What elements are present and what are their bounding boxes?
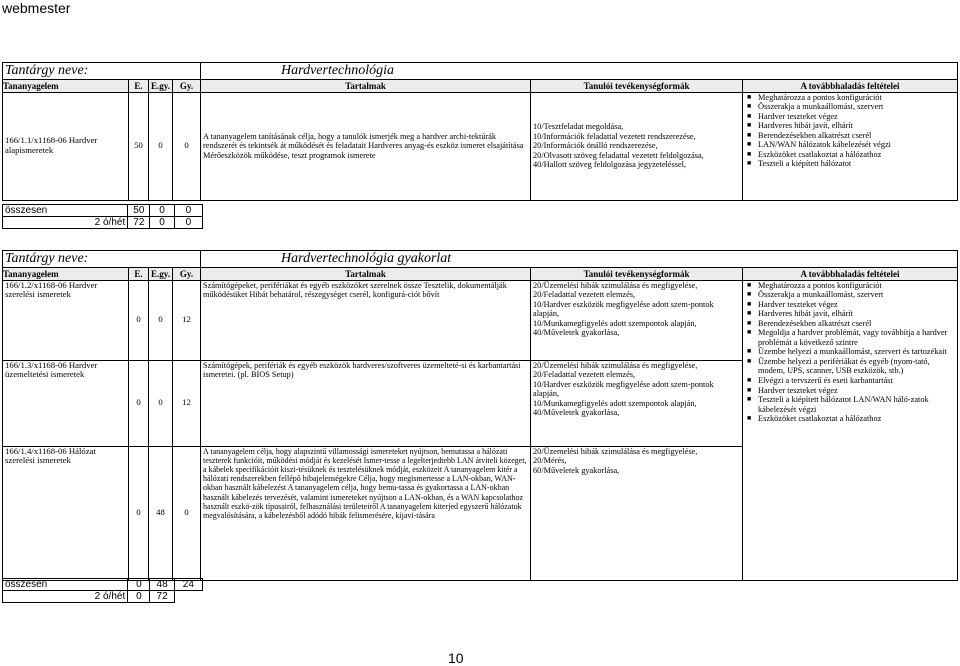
condition-item: ■ Hardver teszteket végez <box>758 386 955 396</box>
table-row: 166/1.4/x1168-06 Hálózat szerelési ismeretek 0 48 0 A tananyagelem célja, hogy alapszintű villamossági ismereteket nyújtson, bemutassa a hálózati teszterek funkcióit, működési módját és kezelését Ismer-tesse a legelterjedtebb LAN átviteli közeget, a kábelek specifikációit kiszi-tésüknek és tesztelésüknek módját, eszközeit A tananyagelem kitér a hálózati rendszerekben fellépő hibajelenségekre Célja, hogy megismertesse a LAN-okban, WAN-okban használt kábelezést A tananyagelem célja, hogy bemu-tassa és gyakortassa a LAN-okban használt kábelezés tervezését, valamint ismereteket nyújtson a LAN-okban, és a WAN kapcsolathoz használt eszkö-zök típusairól, felhasználási területeiről A tananyagelem kiterjed egyszerű hálózatok megvalósítására, a kábelezésből adódó hibák felismerésére, kijavi-tására 20/Üzemelési hibák szimulálása és megfigyelése, 20/Mérés, 60/Műveletek gyakorlása, <box>3 446 958 580</box>
condition-item: ■ Megoldja a hardver problémát, vagy továbbítja a hardver problémát a következő szintre <box>758 328 955 347</box>
condition-item: ■ Üzembe helyezi a perifériákat és egyéb (nyom-tató, modem, UPS, scanner, USB eszközök, stb.) <box>758 357 955 376</box>
condition-item: ■ Hardver teszteket végez <box>758 112 955 122</box>
subject2-totals: összesen 0 48 24 2 ó/hét 0 72 <box>2 578 203 603</box>
condition-item: ■ Teszteli a kiépített hálózatot LAN/WAN háló-zatok kábelezését végzi <box>758 395 955 414</box>
condition-item: ■ LAN/WAN hálózatok kábelezését végzi <box>758 140 955 150</box>
condition-item: ■ Eszközöket csatlakoztat a hálózathoz <box>758 150 955 160</box>
condition-item: ■ Összerakja a munkaállomást, szervert <box>758 102 955 112</box>
table-row: 166/1.3/x1168-06 Hardver üzemeltetési ismeretek 0 0 12 Számítógépek, perifériák és egyéb eszközök hardveres/szoftveres üzemelteté-si és karbantartási ismeretei. (pl. BIOS Setup) 20/Üzemelési hibák szimulálása és megfigyelése, 20/Feladattal vezetett elemzés, 10/Hardver eszközök megfigyelése adott szem-pontok alapján, 10/Munkamegfigyelés adott szempontok alapján, 40/Műveletek gyakorlása, <box>3 360 958 446</box>
conditions-list <box>745 93 955 169</box>
condition-item: ■ Teszteli a kiépített hálózatot <box>758 159 955 169</box>
subject1-totals: összesen 50 0 0 2 ó/hét 72 0 0 <box>2 204 203 229</box>
subject2-title: Hardvertechnológia gyakorlat <box>281 251 452 266</box>
condition-item: ■ Elvégzi a tervszerű és eseti karbantartást <box>758 376 955 386</box>
table-row: 166/1.1/x1168-06 Hardver alapismeretek 50 0 0 A tananyagelem tanításának célja, hogy a tanulók ismerjék meg a hardver archi-tektúrák rendszerét és tekintsék át működését és feladatait Hardveres anyag-és eszköz ismeret elsajátítása Mérőeszközök működése, teszt programok ismerete 10/Tesztfeladat megoldása, 10/Információk feladattal vezetett rendszerezése, 20/Információk önálló rendszerezése, 20/Olvasott szöveg feladattal vezetett feldolgozása, 40/Hallott szöveg feldolgozása jegyzeteléssel, ■ Meghatározza a pontos konfigurációt ■ Összerakja a munkaállomást, szervert ■ Hardver teszteket végez ■ Hardveres hibát javít, elhárít ■ Berendezésekben alkatrészt cserél ■ LAN/WAN hálózatok kábelezését végzi ■ Eszközöket csatlakoztat a hálózathoz ■ Teszteli a kiépített hálózatot <box>3 92 958 200</box>
condition-item: ■ Eszközöket csatlakoztat a hálózathoz <box>758 414 955 424</box>
subject2-table: Tantárgy neve: Hardvertechnológia gyakorlat Tananyagelem E. E.gy. Gy. Tartalmak Tanulói tevékenységformák A továbbhaladás feltételei 166/1.2/x1168-06 Hardver szerelési ismeretek 0 0 12 Számítógépeket, perifériákat és egyéb eszközöket szerelnek össze Tesztelik, dokumentálják működésüket Hibát behatárol, részegységet cserél, konfigurá-ciót bővít 20/Üzemelési hibák szimulálása és megfigyelése, 20/Feladattal vezetett elemzés, 10/Hardver eszközök megfigyelése adott szem-pontok alapján, 10/Munkamegfigyelés adott szempontok alapján, 40/Műveletek gyakorlása, ■ Meghatározza a pontos konfigurációt ■ Összerakja a munkaállomást, szervert ■ Hardver teszteket végez ■ Hardveres hibát javít, elhárít ■ Berendezésekben alkatrészt cserél ■ Megoldja a hardver problémát, vagy továbbítja a hardver problémát a következő szintre ■ Üzembe helyezi a munkaállomást, szervert és tartozékait ■ Üzembe helyezi a perifériákat és egyéb (nyom-tató, modem, UPS, scanner, USB eszközök, stb.) ■ Elvégzi a tervszerű és eseti karbantartást ■ Hardver teszteket végez ■ Teszteli a kiépített hálózatot LAN/WAN háló-zatok kábelezését végzi ■ Eszközöket csatlakoztat a hálózathoz 166/1.3/x1168-06 Hardver üzemeltetési ismeretek 0 0 12 Számítógépek, perifériák és egyéb eszközök hardveres/szoftveres üzemelteté-si és karbantartási ismeretei. (pl. BIOS Setup) 20/Üzemelési hibák szimulálása és megfigyelése, 20/Feladattal vezetett elemzés, 10/Hardver eszközök megfigyelése adott szem-pontok alapján, 10/Munkamegfigyelés adott szempontok alapján, 40/Műveletek gyakorlása, 166/1.4/x1168-06 Hálózat szerelési ismeretek 0 48 0 A tananyagelem célja, hogy alapszintű villamossági ismereteket nyújtson, bemutassa a hálózati teszterek funkcióit, működési módját és kezelését Ismer-tesse a legelterjedtebb LAN átviteli közeget, a kábelek specifikációit kiszi-tésüknek és tesztelésüknek módját, eszközeit A tananyagelem kitér a hálózati rendszerekben fellépő hibajelenségekre Célja, hogy megismertesse a LAN-okban, WAN-okban használt kábelezést A tananyagelem célja, hogy bemu-tassa és gyakortassa a LAN-okban használt kábelezés tervezését, valamint ismereteket nyújtson a LAN-okban, és a WAN kapcsolathoz használt eszkö-zök típusairól, felhasználási területeiről A tananyagelem kiterjed egyszerű hálózatok megvalósítására, a kábelezésből adódó hibák felismerésére, kijavi-tására 20/Üzemelési hibák szimulálása és megfigyelése, 20/Mérés, 60/Műveletek gyakorlása, <box>2 250 958 581</box>
condition-item: ■ Összerakja a munkaállomást, szervert <box>758 290 955 300</box>
page-header: webmester <box>2 0 71 16</box>
table-row: 166/1.2/x1168-06 Hardver szerelési ismeretek 0 0 12 Számítógépeket, perifériákat és egyéb eszközöket szerelnek össze Tesztelik, dokumentálják működésüket Hibát behatárol, részegységet cserél, konfigurá-ciót bővít 20/Üzemelési hibák szimulálása és megfigyelése, 20/Feladattal vezetett elemzés, 10/Hardver eszközök megfigyelése adott szem-pontok alapján, 10/Munkamegfigyelés adott szempontok alapján, 40/Műveletek gyakorlása, ■ Meghatározza a pontos konfigurációt ■ Összerakja a munkaállomást, szervert ■ Hardver teszteket végez ■ Hardveres hibát javít, elhárít ■ Berendezésekben alkatrészt cserél ■ Megoldja a hardver problémát, vagy továbbítja a hardver problémát a következő szintre ■ Üzembe helyezi a munkaállomást, szervert és tartozékait ■ Üzembe helyezi a perifériákat és egyéb (nyom-tató, modem, UPS, scanner, USB eszközök, stb.) ■ Elvégzi a tervszerű és eseti karbantartást ■ Hardver teszteket végez ■ Teszteli a kiépített hálózatot LAN/WAN háló-zatok kábelezését végzi ■ Eszközöket csatlakoztat a hálózathoz <box>3 280 958 360</box>
page-number: 10 <box>448 650 464 666</box>
conditions-list <box>745 281 955 424</box>
condition-item: ■ Meghatározza a pontos konfigurációt <box>758 93 955 103</box>
column-header-row: Tananyagelem E. E.gy. Gy. Tartalmak Tanulói tevékenységformák A továbbhaladás feltételei <box>3 267 958 280</box>
subject1-title: Hardvertechnológia <box>281 63 395 78</box>
subject1-table <box>2 62 958 201</box>
condition-item: ■ Meghatározza a pontos konfigurációt <box>758 281 955 291</box>
condition-item: ■ Hardveres hibát javít, elhárít <box>758 121 955 131</box>
condition-item: ■ Berendezésekben alkatrészt cserél <box>758 319 955 329</box>
condition-item: ■ Hardver teszteket végez <box>758 300 955 310</box>
condition-item: ■ Hardveres hibát javít, elhárít <box>758 309 955 319</box>
column-header-row: Tananyagelem E. E.gy. Gy. Tartalmak Tanulói tevékenységformák A továbbhaladás feltételei <box>3 79 958 92</box>
condition-item: ■ Üzembe helyezi a munkaállomást, szervert és tartozékait <box>758 347 955 357</box>
condition-item: ■ Berendezésekben alkatrészt cserél <box>758 131 955 141</box>
subject-label: Tantárgy neve: <box>5 63 89 78</box>
